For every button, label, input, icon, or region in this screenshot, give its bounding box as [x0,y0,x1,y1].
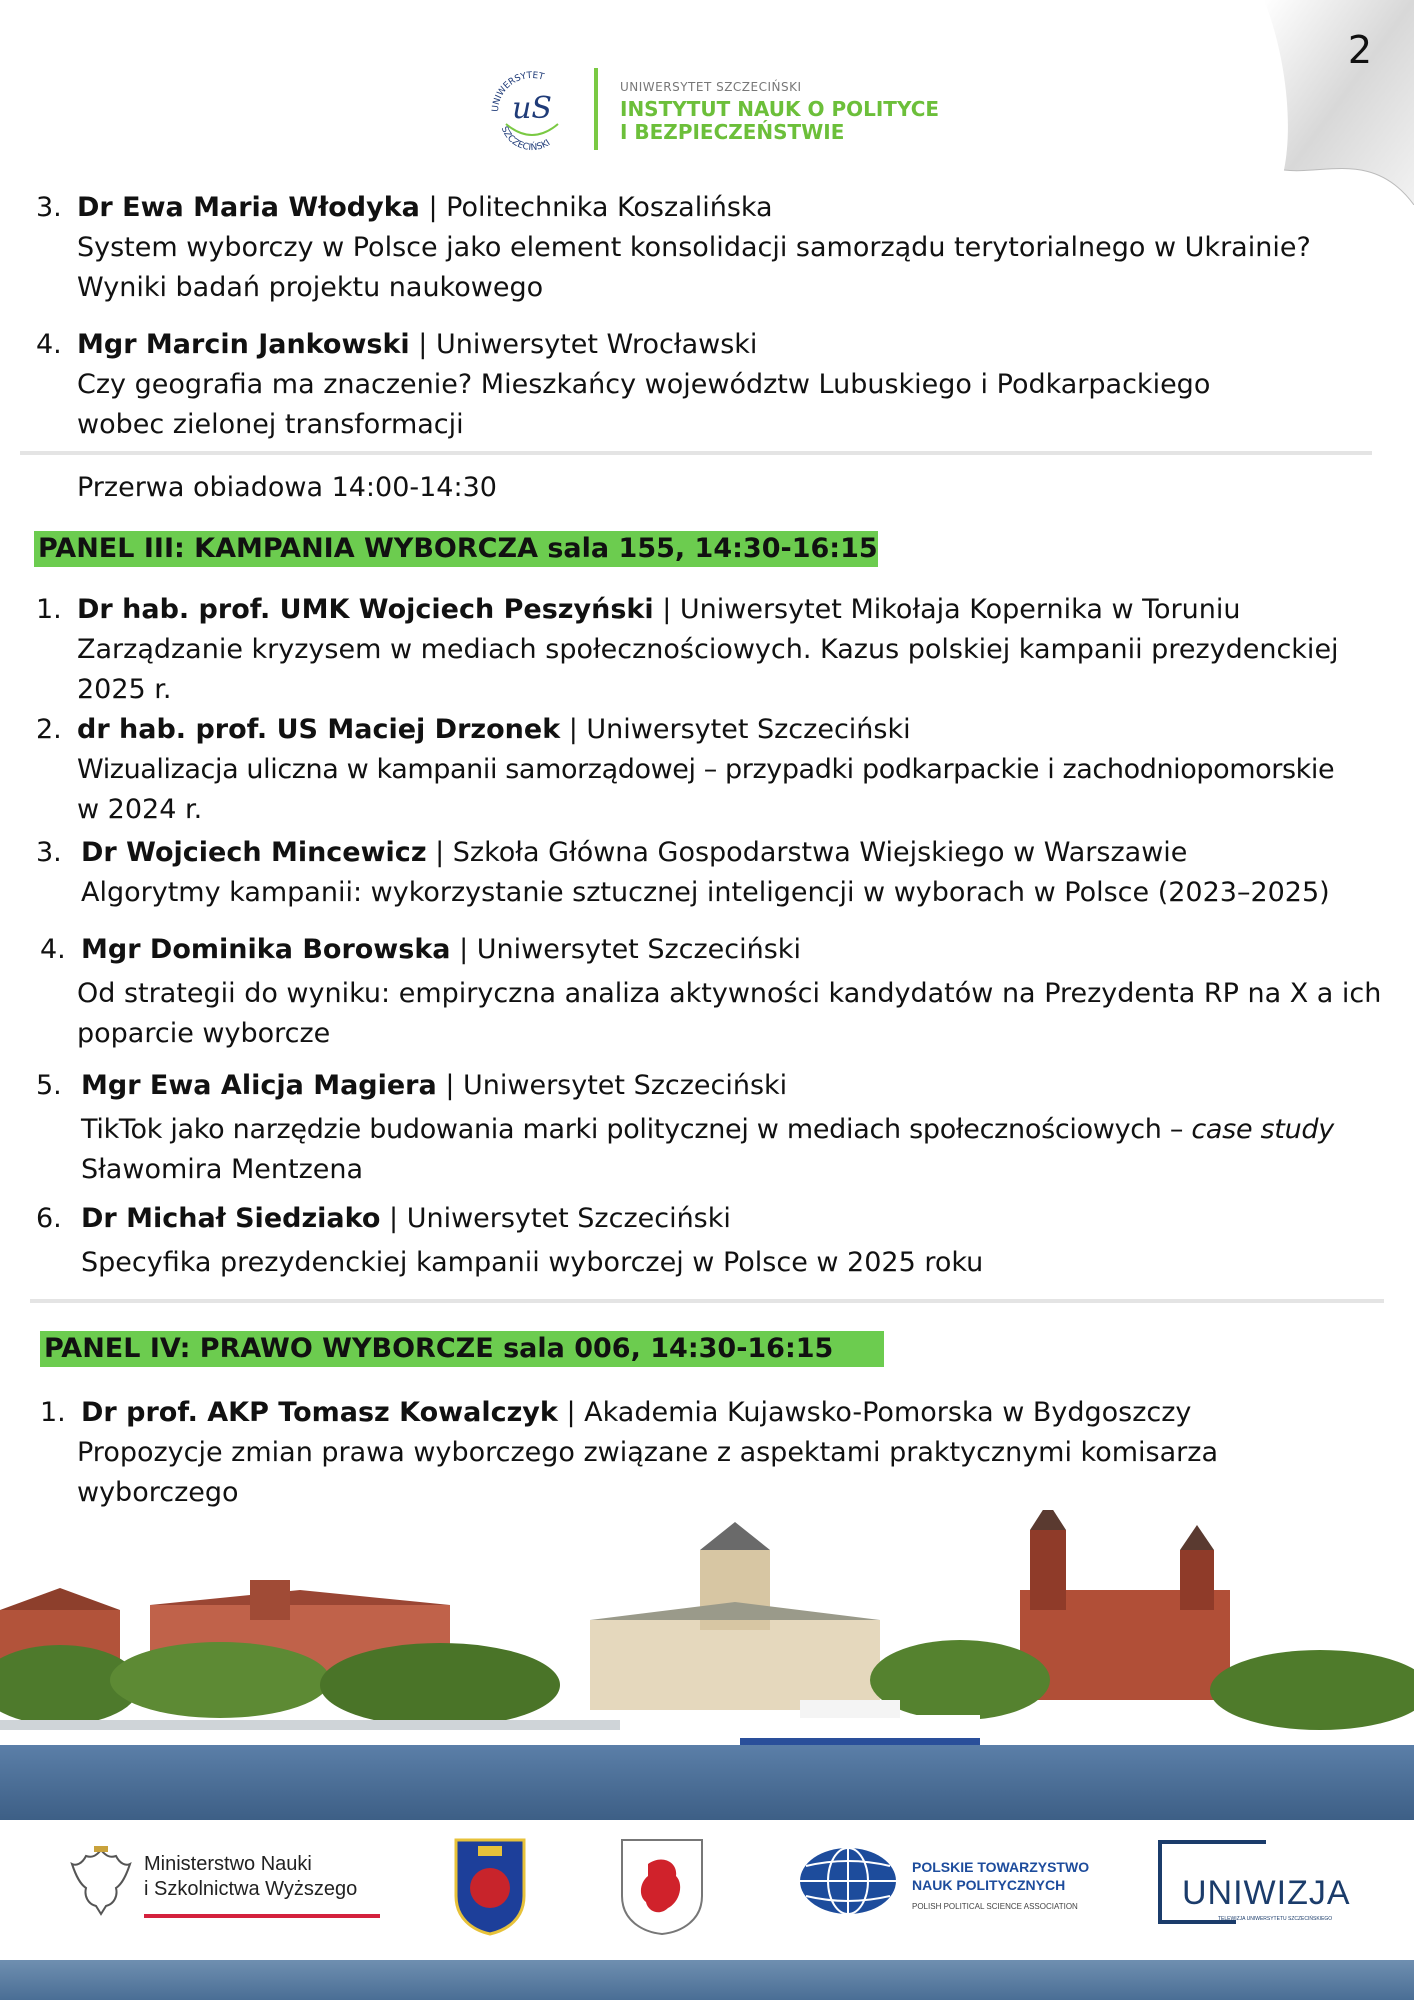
speaker-affiliation: | Akademia Kujawsko-Pomorska w Bydgoszczy [557,1397,1192,1428]
talk-title-line: wobec zielonej transformacji [77,409,464,440]
talk-title-line: Algorytmy kampanii: wykorzystanie sztucznej inteligencji w wyborach w Polsce (2023–2025) [81,877,1330,908]
sponsor-logos [0,1820,1414,1960]
speaker-affiliation: | Szkoła Główna Gospodarstwa Wiejskiego w Warszawie [426,837,1188,868]
ptnp-name [912,1858,1089,1916]
speaker-affiliation: | Uniwersytet Mikołaja Kopernika w Toruniu [653,594,1241,625]
talk-title-text: TikTok jako narzędzie budowania marki politycznej w mediach społecznościowych – [81,1114,1192,1145]
talk-title-line: Wyniki badań projektu naukowego [77,272,544,303]
talk-title-line: Propozycje zmian prawa wyborczego związane z aspektami praktycznymi komisarza [77,1437,1218,1468]
speaker-name: Mgr Ewa Alicja Magiera [81,1070,437,1101]
speaker-entry [40,930,1410,1054]
institute-header [486,60,946,160]
institute-name-line1: INSTYTUT NAUK O POLITYCE [620,97,940,121]
speaker-entry [36,590,1406,710]
globe-icon [798,1846,898,1916]
entry-number: 5. [36,1070,62,1101]
talk-title-line: 2025 r. [77,674,172,705]
talk-title-line [81,1110,1411,1150]
pomeranian-griffin-icon [618,1836,706,1936]
speaker-name: Mgr Marcin Jankowski [77,329,410,360]
talk-title-line: Czy geografia ma znaczenie? Mieszkańcy województw Lubuskiego i Podkarpackiego [77,369,1211,400]
section-divider [20,451,1372,455]
talk-title-line: wyborczego [77,1477,239,1508]
talk-title-italic: case study [1191,1114,1334,1145]
speaker-name: Dr Wojciech Mincewicz [81,837,427,868]
speaker-name: Dr hab. prof. UMK Wojciech Peszyński [77,594,654,625]
ministry-name [144,1852,357,1902]
talk-title-line: Specyfika prezydenckiej kampanii wyborczej w Polsce w 2025 roku [81,1247,984,1278]
polish-eagle-icon [68,1844,134,1918]
entry-number: 1. [36,594,62,625]
entry-number: 3. [36,837,62,868]
speaker-entry [40,1393,1410,1513]
ptnp-name-line2: NAUK POLITYCZNYCH [912,1877,1066,1893]
page-number: 2 [1347,28,1372,72]
talk-title-line: System wyborczy w Polsce jako element konsolidacji samorządu terytorialnego w Ukrainie? [77,232,1311,263]
ministry-name-line2: i Szkolnictwa Wyższego [144,1878,358,1900]
szczecin-coat-of-arms-icon [452,1836,528,1936]
entry-number: 1. [40,1397,66,1428]
talk-title-line: Sławomira Mentzena [81,1154,364,1185]
speaker-affiliation: | Uniwersytet Szczeciński [560,714,911,745]
speaker-entry [36,1066,1411,1190]
entry-number: 4. [36,329,62,360]
svg-text:UNIWERSYTET: UNIWERSYTET [490,70,545,113]
speaker-affiliation: | Uniwersytet Szczeciński [436,1070,788,1101]
uniwizja-subtitle: TELEWIZJA UNIWERSYTETU SZCZECIŃSKIEGO [1218,1916,1333,1922]
speaker-entry [36,1199,1406,1283]
speaker-entry [36,833,1406,913]
speaker-name: dr hab. prof. US Maciej Drzonek [77,714,561,745]
panel-iii-title: PANEL III: KAMPANIA WYBORCZA sala 155, 14:30-16:15 [34,531,878,567]
svg-text:SZCZECIŃSKI: SZCZECIŃSKI [498,125,553,154]
ptnp-name-line1: POLSKIE TOWARZYSTWO [912,1859,1090,1875]
svg-text:uS: uS [512,91,552,126]
lunch-break: Przerwa obiadowa 14:00-14:30 [77,472,497,503]
entry-number: 6. [36,1203,62,1234]
speaker-affiliation: | Uniwersytet Wrocławski [409,329,758,360]
speaker-entry [36,188,1396,308]
panel-iv-title: PANEL IV: PRAWO WYBORCZE sala 006, 14:30-16:15 [40,1331,884,1367]
talk-title-line: Wizualizacja uliczna w kampanii samorządowej – przypadki podkarpackie i zachodniopomorskie [77,754,1335,785]
speaker-entry [36,325,1396,445]
speaker-affiliation: | Uniwersytet Szczeciński [380,1203,731,1234]
talk-title-line: Zarządzanie kryzysem w mediach społecznościowych. Kazus polskiej kampanii prezydenckiej [77,634,1339,665]
entry-number: 3. [36,192,62,223]
entry-number: 2. [36,714,62,745]
speaker-name: Dr prof. AKP Tomasz Kowalczyk [81,1397,558,1428]
ministry-underline [144,1914,380,1918]
university-name-small: UNIWERSYTET SZCZECIŃSKI [620,80,802,94]
page-curl-decoration [1224,0,1414,205]
entry-number: 4. [40,934,66,965]
speaker-affiliation: | Uniwersytet Szczeciński [450,934,801,965]
uniwizja-logo-text: UNIWIZJA [1182,1874,1351,1912]
university-seal-icon [486,66,578,158]
header-divider [594,68,598,150]
speaker-entry [36,710,1414,830]
speaker-affiliation: | Politechnika Koszalińska [419,192,773,223]
talk-title-line: w 2024 r. [77,794,203,825]
szczecin-skyline-image [0,1510,1414,1820]
ptnp-name-english: POLISH POLITICAL SCIENCE ASSOCIATION [912,1902,1078,1911]
talk-title-line: Od strategii do wyniku: empiryczna analiza aktywności kandydatów na Prezydenta RP na X a ich [77,978,1382,1009]
institute-name-line2: I BEZPIECZEŃSTWIE [620,120,845,144]
speaker-name: Dr Ewa Maria Włodyka [77,192,420,223]
section-divider [30,1299,1384,1303]
ministry-name-line1: Ministerstwo Nauki [144,1853,312,1875]
speaker-name: Mgr Dominika Borowska [81,934,451,965]
talk-title-line: poparcie wyborcze [77,1018,331,1049]
bottom-water-strip [0,1960,1414,2000]
institute-name [620,98,939,144]
speaker-name: Dr Michał Siedziako [81,1203,381,1234]
